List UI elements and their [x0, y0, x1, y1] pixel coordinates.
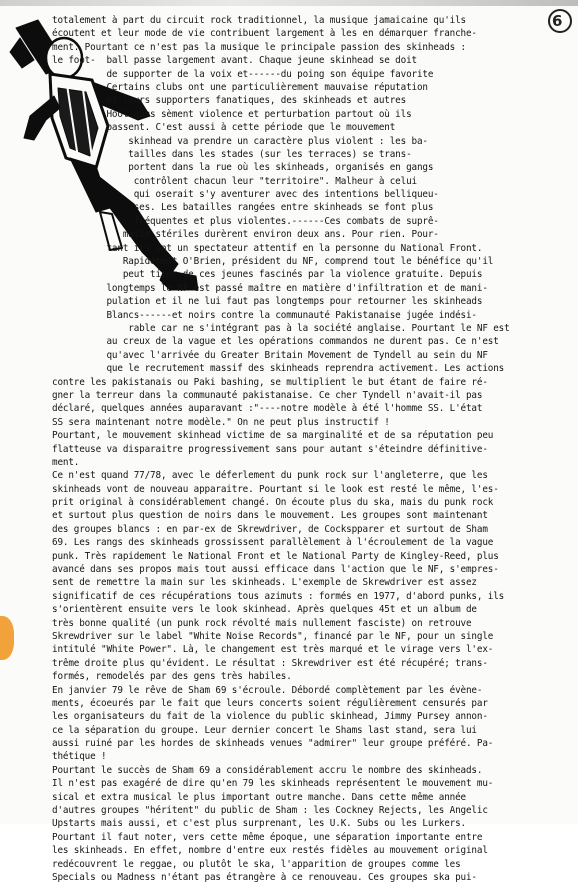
article-line: les organisateurs du fait de la violence du public skinhead, Jimmy Pursey annon-: [52, 711, 488, 723]
article-line: tailles dans les stades (sur les terraces) se trans-: [52, 148, 412, 160]
article-line: Pourtant il faut noter, vers cette même époque, une séparation importante entre: [52, 831, 483, 843]
article-line: que le recrutement massif des skinheads reprendra activement. Les actions: [52, 363, 505, 375]
article-line: Il n'est pas exagéré de dire qu'en 79 les skinheads représentent le mouvement mu-: [52, 778, 494, 790]
article-line: intitulé "White Power". Là, le changement est très marqué et le virage vers l'ex-: [52, 644, 494, 656]
article-line: Specials ou Madness n'étant pas étrangère à ce renouveau. Ces groupes ska pui-: [52, 872, 477, 883]
article-line: passent. C'est aussi à cette période que le mouvement: [52, 122, 396, 134]
article-line: contre les pakistanais ou Paki bashing, se multiplient le but étant de faire ré-: [52, 376, 488, 388]
article-line: sical et extra musical le plus important outre manche. Dans cette même année: [52, 791, 466, 803]
article-line: prit original à considérablement changé. On écoute plus du ska, mais du punk rock: [52, 497, 494, 509]
article-line: SS sera maintenant notre modèle." On ne peut plus instructif !: [52, 416, 390, 428]
article-line: punk. Très rapidement le National Front et le National Party de Kingley-Reed, plus: [52, 550, 499, 562]
article-line: Ce n'est quand 77/78, avec le déferlement du punk rock sur l'angleterre, que les: [52, 470, 488, 482]
article-line: Blancs------et noirs contre la communauté Pakistanaise jugée indési-: [52, 309, 477, 321]
scan-top-edge: [0, 0, 578, 6]
article-line: ses. Les batailles rangées entre skinheads se font plus: [52, 202, 434, 214]
article-line: de supporter de la voix et------du poing son équipe favorite: [52, 68, 434, 80]
article-line: skinheads vont de nouveau apparaitre. Pourtant si le look est resté le même, l'es-: [52, 483, 499, 495]
article-line: les skinheads. En effet, nombre d'entre eux restés fidèles au mouvement original: [52, 845, 488, 857]
article-line: tant ils ont un spectateur attentif en la personne du National Front.: [52, 242, 483, 254]
article-line: formés, remodelés par des gens très habiles.: [52, 671, 292, 683]
article-line: s'orientèrent ensuite vers le look skinhead. Après quelques 45t et un album de: [52, 604, 477, 616]
article-line: écoutent et leur mode de vie contribuent largement à les en démarquer franche-: [52, 28, 477, 40]
orange-stain: [0, 616, 14, 660]
article-line: très bonne qualité (un punk rock révolté mais nullement fasciste) on retrouve: [52, 617, 472, 629]
article-line: Skrewdriver sur le label "White Noise Records", financé par le NF, pour un single: [52, 630, 494, 642]
article-line: ment.: [52, 456, 80, 468]
article-line: trême droite plus qu'évident. Le résultat : Skrewdriver est été récupéré; trans-: [52, 657, 488, 669]
article-line: portent dans la rue où les skinheads, organisés en gangs: [52, 162, 434, 174]
article-line: Pourtant le succès de Sham 69 a considérablement accru le nombre des skinheads.: [52, 764, 483, 776]
article-line: et leurs supporters fanatiques, des skinheads et autres: [52, 95, 407, 107]
article-line: le foot- ball passe largement avant. Chaque jeune skinhead se doit: [52, 55, 417, 67]
article-line: qui oserait s'y aventurer avec des intentions belliqueu-: [52, 189, 439, 201]
page-number: 6: [552, 12, 563, 30]
article-line: des groupes blancs : en par-ex de Skrewdriver, de Cockspparer et surtout de Sham: [52, 523, 488, 535]
article-line: totalement à part du circuit rock traditionnel, la musique jamaicaine qu'ils: [52, 15, 466, 26]
article-line: flatteuse va disparaitre progressivement sans pour autant s'éteindre définitive-: [52, 443, 488, 455]
article-line: fréquentes et plus violentes.------Ces combats de suprê-: [52, 215, 439, 227]
article-line: thétique !: [52, 751, 107, 763]
article-line: Hooligans sèment violence et perturbation partout où ils: [52, 108, 412, 120]
article-line: ments, écoeurés par le fait que leurs concerts soient régulièrement censurés par: [52, 697, 488, 709]
article-line: contrôlent chacun leur "territoire". Malheur à celui: [52, 175, 417, 187]
article-line: 69. Les rangs des skinheads grossissent parallèlement à l'écroulement de la vague: [52, 537, 494, 549]
article-line: En janvier 79 le rêve de Sham 69 s'écroule. Débordé complètement par les évène-: [52, 684, 483, 696]
article-body: [52, 14, 568, 884]
article-line: longtemps le NF est passé maître en matière d'infiltration et de mani-: [52, 282, 488, 294]
article-line: matie stériles durèrent environ deux ans. Pour rien. Pour-: [52, 229, 439, 241]
article-line: Upstarts mais aussi, et c'est plus surprenant, les U.K. Subs ou les Lurkers.: [52, 818, 466, 830]
article-line: gner la terreur dans la communauté pakistanaise. Ce cher Tyndell n'avait-il pas: [52, 389, 483, 401]
article-line: rable car ne s'intégrant pas à la société anglaise. Pourtant le NF est: [52, 322, 510, 334]
article-line: et surtout plus question de noirs dans le mouvement. Les groupes sont maintenant: [52, 510, 488, 522]
article-line: déclaré, quelques années auparavant :"----notre modèle à été l'homme SS. L'état: [52, 403, 483, 415]
article-line: sent de remettre la main sur les skinheads. L'exemple de Skrewdriver est assez: [52, 577, 477, 589]
article-line: skinhead va prendre un caractère plus violent : les ba-: [52, 135, 428, 147]
article-line: au creux de la vague et les opérations commandos ne durent pas. Ce n'est: [52, 336, 499, 348]
article-line: ment. Pourtant ce n'est pas la musique le principale passion des skinheads :: [52, 41, 466, 53]
article-line: peut tirer de ces jeunes fascinés par la violence gratuite. Depuis: [52, 269, 483, 281]
article-line: Certains clubs ont une particulièrement mauvaise réputation: [52, 81, 428, 93]
article-line: redécouvrent le reggae, ou plutôt le ska, l'apparition de groupes comme les: [52, 858, 461, 870]
article-line: significatif de ces récupérations tous azimuts : formés en 1977, d'abord punks, ils: [52, 590, 505, 602]
article-line: Pourtant, le mouvement skinhead victime de sa marginalité et de sa réputation peu: [52, 430, 494, 442]
article-line: Rapidement O'Brien, président du NF, comprend tout le bénéfice qu'il: [52, 256, 494, 268]
article-line: aussi ruiné par les hordes de skinheads venues "admirer" leur groupe préféré. Pa-: [52, 738, 494, 750]
article-line: avancé dans ses propos mais tout aussi efficace dans l'action que le NF, s'empres-: [52, 564, 499, 576]
article-line: pulation et il ne lui faut pas longtemps pour retourner les skinheads: [52, 296, 483, 308]
article-line: ce la séparation du groupe. Leur dernier concert le Shams last stand, sera lui: [52, 724, 477, 736]
article-line: d'autres groupes "héritent" du public de Sham : les Cockney Rejects, les Angelic: [52, 805, 488, 817]
article-line: qu'avec l'arrivée du Greater Britain Movement de Tyndell au sein du NF: [52, 349, 488, 361]
